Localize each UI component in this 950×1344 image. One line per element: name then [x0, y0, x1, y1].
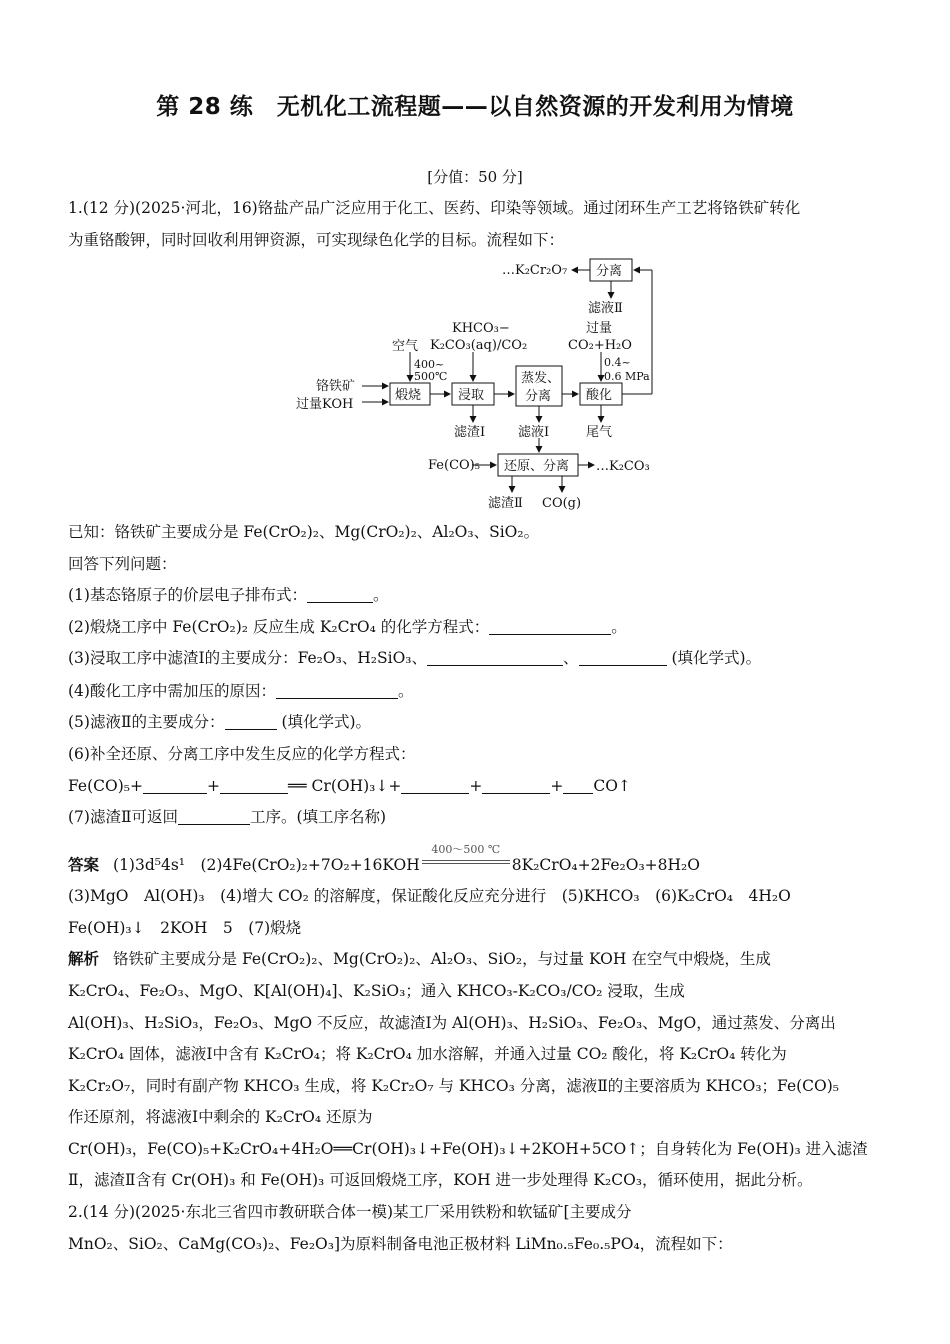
answer-blank[interactable] — [225, 713, 277, 730]
calcine-label: 煅烧 — [395, 388, 422, 403]
q1-part6-equation: Fe(CO)₅+ + ══ Cr(OH)₃↓+ + + CO↑ — [68, 777, 631, 795]
answer-blank[interactable] — [579, 649, 667, 666]
analysis-line-8: Ⅱ，滤渣Ⅱ含有 Cr(OH)₃ 和 Fe(OH)₃ 可返回煅烧工序，KOH 进一步处理得 K₂CO₃，循环使用，据此分析。 — [68, 1171, 813, 1189]
answer-blank[interactable] — [307, 586, 373, 603]
reaction-condition: 400～500 ℃ — [431, 843, 501, 856]
q1-part6: (6)补全还原、分离工序中发生反应的化学方程式： — [68, 745, 416, 763]
analysis-label: 解析 — [68, 950, 100, 968]
q1-part7-text: (7)滤渣Ⅱ可返回 — [68, 808, 178, 826]
koh-label: 过量KOH — [296, 397, 354, 412]
q1-known: 已知：铬铁矿主要成分是 Fe(CrO₂)₂、Mg(CrO₂)₂、Al₂O₃、SiO₂。 — [68, 523, 540, 541]
ore-label: 铬铁矿 — [316, 379, 356, 394]
q1-part2-text: (2)煅烧工序中 Fe(CrO₂)₂ 反应生成 K₂CrO₄ 的化学方程式： — [68, 618, 490, 636]
answer-line-2: (3)MgO Al(OH)₃ (4)增大 CO₂ 的溶解度，保证酸化反应充分进行 (5)KHCO₃ (6)K₂CrO₄ 4H₂O — [68, 887, 791, 905]
q1-part7-suffix: 工序。(填工序名称) — [250, 808, 387, 826]
temp-label-2: 500℃ — [414, 370, 448, 383]
q1-part5 — [68, 711, 888, 733]
q1-part3-text: (3)浸取工序中滤渣Ⅰ的主要成分：Fe₂O₃、H₂SiO₃、 — [68, 649, 428, 667]
analysis-line-2: K₂CrO₄、Fe₂O₃、MgO、K[Al(OH)₄]、K₂SiO₃；通入 KHCO₃-K₂CO₃/CO₂ 浸取，生成 — [68, 982, 685, 1000]
q1-intro-line1: 1.(12 分)(2025·河北，16)铬盐产品广泛应用于化工、医药、印染等领域。通过闭环生产工艺将铬铁矿转化 — [68, 199, 801, 217]
reagent-label-1: KHCO₃− — [452, 321, 510, 336]
q1-part4: (4)酸化工序中需加压的原因： 。 — [68, 682, 414, 700]
analysis-line-1 — [68, 948, 888, 970]
page-title: 第 28 练 无机化工流程题——以自然资源的开发利用为情境 — [156, 94, 794, 120]
tailgas-label: 尾气 — [586, 425, 613, 440]
residue1-label: 滤渣Ⅰ — [454, 425, 486, 440]
answer-blank[interactable] — [563, 777, 593, 794]
product-k2co3: …K₂CO₃ — [596, 459, 650, 474]
co2-label-2: CO₂+H₂O — [568, 338, 632, 353]
answer-blank[interactable] — [220, 777, 288, 794]
q2-line-1: 2.(14 分)(2025·东北三省四市教研联合体一模)某工厂采用铁粉和软锰矿[主要成分 — [68, 1203, 632, 1221]
answer-blank[interactable] — [482, 777, 550, 794]
score-note: [分值：50 分] — [427, 168, 523, 186]
air-label: 空气 — [392, 339, 419, 354]
q2-line-2: MnO₂、SiO₂、CaMg(CO₃)₂、Fe₂O₃]为原料制备电池正极材料 LiMn₀.₅Fe₀.₅PO₄，流程如下： — [68, 1235, 733, 1253]
answer-text-1-end: 8K₂CrO₄+2Fe₂O₃+8H₂O — [511, 856, 700, 874]
answer-line-3: Fe(OH)₃↓ 2KOH 5 (7)煅烧 — [68, 919, 302, 937]
feco5-label: Fe(CO)₅ — [428, 458, 480, 473]
q1-part2: (2)煅烧工序中 Fe(CrO₂)₂ 反应生成 K₂CrO₄ 的化学方程式： 。 — [68, 618, 627, 636]
reduce-label: 还原、分离 — [504, 459, 570, 474]
leach-label: 浸取 — [458, 388, 485, 403]
co-gas-label: CO(g) — [542, 496, 582, 511]
analysis-line-4: K₂CrO₄ 固体，滤液Ⅰ中含有 K₂CrO₄；将 K₂CrO₄ 加水溶解，并通入过量 CO₂ 酸化，将 K₂CrO₄ 转化为 — [68, 1045, 787, 1063]
pressure-label-1: 0.4~ — [604, 356, 631, 369]
eq-mid: Cr(OH)₃↓+ — [311, 777, 402, 795]
q1-part5-suffix: (填化学式)。 — [281, 713, 372, 731]
temp-label-1: 400~ — [414, 358, 445, 371]
answer-label: 答案 — [68, 856, 100, 874]
analysis-text-1: 铬铁矿主要成分是 Fe(CrO₂)₂、Mg(CrO₂)₂、Al₂O₃、SiO₂，与过量 KOH 在空气中煅烧，生成 — [113, 950, 771, 968]
residue2-label: 滤渣Ⅱ — [488, 496, 523, 511]
separate-label: 分离 — [596, 264, 623, 279]
q1-answer-prompt: 回答下列问题： — [68, 555, 177, 573]
q1-part3-suffix: (填化学式)。 — [671, 649, 762, 667]
evaporate-label-2: 分离 — [525, 389, 552, 404]
answer-blank[interactable] — [276, 682, 398, 699]
q1-intro-line2: 为重铬酸钾，同时回收利用钾资源，可实现绿色化学的目标。流程如下： — [68, 231, 565, 249]
q1-part7 — [68, 806, 888, 828]
product-k2cr2o7: …K₂Cr₂O₇ — [502, 263, 568, 278]
reagent-label-2: K₂CO₃(aq)/CO₂ — [430, 338, 528, 353]
eq-start: Fe(CO)₅+ — [68, 777, 143, 795]
analysis-line-5: K₂Cr₂O₇，同时有副产物 KHCO₃ 生成，将 K₂Cr₂O₇ 与 KHCO₃ 分离，滤液Ⅱ的主要溶质为 KHCO₃；Fe(CO)₅ — [68, 1077, 840, 1095]
acidify-label: 酸化 — [586, 388, 613, 403]
analysis-line-3: Al(OH)₃、H₂SiO₃，Fe₂O₃、MgO 不反应，故滤渣Ⅰ为 Al(OH)₃、H₂SiO₃、Fe₂O₃、MgO，通过蒸发、分离出 — [68, 1014, 836, 1032]
pressure-label-2: 0.6 MPa — [604, 370, 650, 383]
answer-text-1: (1)3d⁵4s¹ (2)4Fe(CrO₂)₂+7O₂+16KOH — [113, 856, 420, 874]
q1-part5-text: (5)滤液Ⅱ的主要成分： — [68, 713, 225, 731]
evaporate-label-1: 蒸发、 — [521, 371, 561, 386]
analysis-line-7: Cr(OH)₃，Fe(CO)₅+K₂CrO₄+4H₂O══Cr(OH)₃↓+Fe(OH)₃↓+2KOH+5CO↑；自身转化为 Fe(OH)₃ 进入滤渣 — [68, 1140, 868, 1158]
answer-blank[interactable] — [143, 777, 207, 794]
answer-blank[interactable] — [489, 618, 611, 635]
answer-blank[interactable] — [427, 649, 563, 666]
analysis-line-6: 作还原剂，将滤液Ⅰ中剩余的 K₂CrO₄ 还原为 — [68, 1108, 373, 1126]
answer-blank[interactable] — [178, 808, 250, 825]
q1-part4-text: (4)酸化工序中需加压的原因： — [68, 682, 276, 700]
filtrate2-label: 滤液Ⅱ — [588, 301, 623, 316]
co2-label-1: 过量 — [586, 321, 613, 336]
q1-part1-text: (1)基态铬原子的价层电子排布式： — [68, 586, 307, 604]
q1-part1: (1)基态铬原子的价层电子排布式： 。 — [68, 586, 389, 604]
answer-blank[interactable] — [401, 777, 469, 794]
process-flow-diagram — [290, 256, 670, 516]
filtrate1-label: 滤液Ⅰ — [518, 425, 550, 440]
q1-part3: (3)浸取工序中滤渣Ⅰ的主要成分：Fe₂O₃、H₂SiO₃、 、 (填化学式)。 — [68, 649, 762, 667]
eq-end: CO↑ — [593, 777, 631, 795]
answer-line-1 — [68, 843, 888, 876]
reaction-arrow — [420, 843, 512, 875]
